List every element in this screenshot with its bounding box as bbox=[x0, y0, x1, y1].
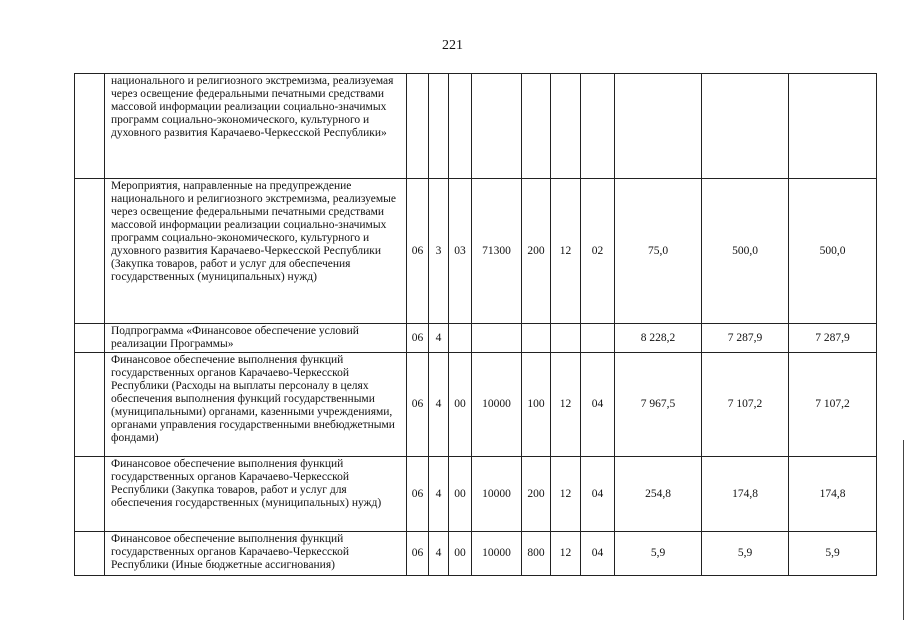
code-cell: 10000 bbox=[472, 532, 522, 576]
code-cell bbox=[522, 74, 551, 179]
value-cell bbox=[615, 74, 702, 179]
code-cell bbox=[472, 74, 522, 179]
value-cell: 5,9 bbox=[789, 532, 877, 576]
code-cell: 71300 bbox=[472, 179, 522, 324]
code-cell: 4 bbox=[429, 532, 449, 576]
code-cell: 06 bbox=[407, 457, 429, 532]
code-cell bbox=[522, 324, 551, 353]
code-cell: 12 bbox=[551, 457, 581, 532]
value-cell: 7 287,9 bbox=[702, 324, 789, 353]
table-row bbox=[75, 74, 877, 179]
code-cell: 03 bbox=[449, 179, 472, 324]
value-cell: 254,8 bbox=[615, 457, 702, 532]
value-cell bbox=[789, 74, 877, 179]
table-row bbox=[75, 457, 877, 532]
code-cell: 06 bbox=[407, 353, 429, 457]
row-name: национального и религиозного экстремизма, реализуемая через освещение федеральными печатными средствами массовой информации реализации социально-значимых программ социально-экономического, культурного и духовного развития Карачаево-Черкесской Республики» bbox=[105, 74, 407, 179]
code-cell bbox=[551, 324, 581, 353]
code-cell bbox=[581, 74, 615, 179]
code-cell bbox=[472, 324, 522, 353]
table-row bbox=[75, 353, 877, 457]
code-cell: 04 bbox=[581, 532, 615, 576]
code-cell: 00 bbox=[449, 532, 472, 576]
value-cell: 174,8 bbox=[789, 457, 877, 532]
code-cell: 200 bbox=[522, 457, 551, 532]
code-cell bbox=[429, 74, 449, 179]
row-name: Финансовое обеспечение выполнения функций государственных органов Карачаево-Черкесской Республики (Расходы на выплаты персоналу в целях обеспечения выполнения функций государственными (муниципальными) органами, казенными учреждениями, органами управления государственными внебюджетными фондами) bbox=[105, 353, 407, 457]
row-index-cell bbox=[75, 532, 105, 576]
code-cell: 4 bbox=[429, 353, 449, 457]
row-index-cell bbox=[75, 324, 105, 353]
row-index-cell bbox=[75, 74, 105, 179]
code-cell: 04 bbox=[581, 353, 615, 457]
code-cell: 12 bbox=[551, 353, 581, 457]
code-cell: 00 bbox=[449, 457, 472, 532]
code-cell: 3 bbox=[429, 179, 449, 324]
value-cell bbox=[702, 74, 789, 179]
code-cell: 100 bbox=[522, 353, 551, 457]
value-cell: 5,9 bbox=[702, 532, 789, 576]
table-row bbox=[75, 324, 877, 353]
code-cell bbox=[407, 74, 429, 179]
row-name: Мероприятия, направленные на предупреждение национального и религиозного экстремизма, реализуемые через освещение федеральными печатными средствами массовой информации реализации социально-значимых программ социально-экономического, культурного и духовного развития Карачаево-Черкесской Республики (Закупка товаров, работ и услуг для обеспечения государственных (муниципальных) нужд) bbox=[105, 179, 407, 324]
code-cell bbox=[449, 324, 472, 353]
code-cell bbox=[449, 74, 472, 179]
row-name: Финансовое обеспечение выполнения функций государственных органов Карачаево-Черкесской Республики (Закупка товаров, работ и услуг для обеспечения государственных (муниципальных) нужд) bbox=[105, 457, 407, 532]
code-cell: 06 bbox=[407, 324, 429, 353]
row-index-cell bbox=[75, 353, 105, 457]
budget-table bbox=[74, 73, 877, 576]
code-cell: 800 bbox=[522, 532, 551, 576]
row-index-cell bbox=[75, 457, 105, 532]
code-cell: 04 bbox=[581, 457, 615, 532]
code-cell: 4 bbox=[429, 324, 449, 353]
value-cell: 500,0 bbox=[702, 179, 789, 324]
code-cell: 02 bbox=[581, 179, 615, 324]
code-cell: 12 bbox=[551, 179, 581, 324]
code-cell: 06 bbox=[407, 532, 429, 576]
code-cell: 10000 bbox=[472, 353, 522, 457]
value-cell: 8 228,2 bbox=[615, 324, 702, 353]
value-cell: 75,0 bbox=[615, 179, 702, 324]
row-name: Финансовое обеспечение выполнения функций государственных органов Карачаево-Черкесской Республики (Иные бюджетные ассигнования) bbox=[105, 532, 407, 576]
page-number: 221 bbox=[442, 38, 463, 53]
value-cell: 500,0 bbox=[789, 179, 877, 324]
code-cell bbox=[581, 324, 615, 353]
table-row bbox=[75, 532, 877, 576]
code-cell: 12 bbox=[551, 532, 581, 576]
value-cell: 7 967,5 bbox=[615, 353, 702, 457]
value-cell: 174,8 bbox=[702, 457, 789, 532]
code-cell: 06 bbox=[407, 179, 429, 324]
code-cell: 10000 bbox=[472, 457, 522, 532]
row-index-cell bbox=[75, 179, 105, 324]
value-cell: 5,9 bbox=[615, 532, 702, 576]
value-cell: 7 107,2 bbox=[789, 353, 877, 457]
code-cell: 4 bbox=[429, 457, 449, 532]
value-cell: 7 287,9 bbox=[789, 324, 877, 353]
value-cell: 7 107,2 bbox=[702, 353, 789, 457]
code-cell bbox=[551, 74, 581, 179]
scan-edge-line bbox=[903, 440, 904, 620]
code-cell: 00 bbox=[449, 353, 472, 457]
table-row bbox=[75, 179, 877, 324]
code-cell: 200 bbox=[522, 179, 551, 324]
row-name: Подпрограмма «Финансовое обеспечение условий реализации Программы» bbox=[105, 324, 407, 353]
